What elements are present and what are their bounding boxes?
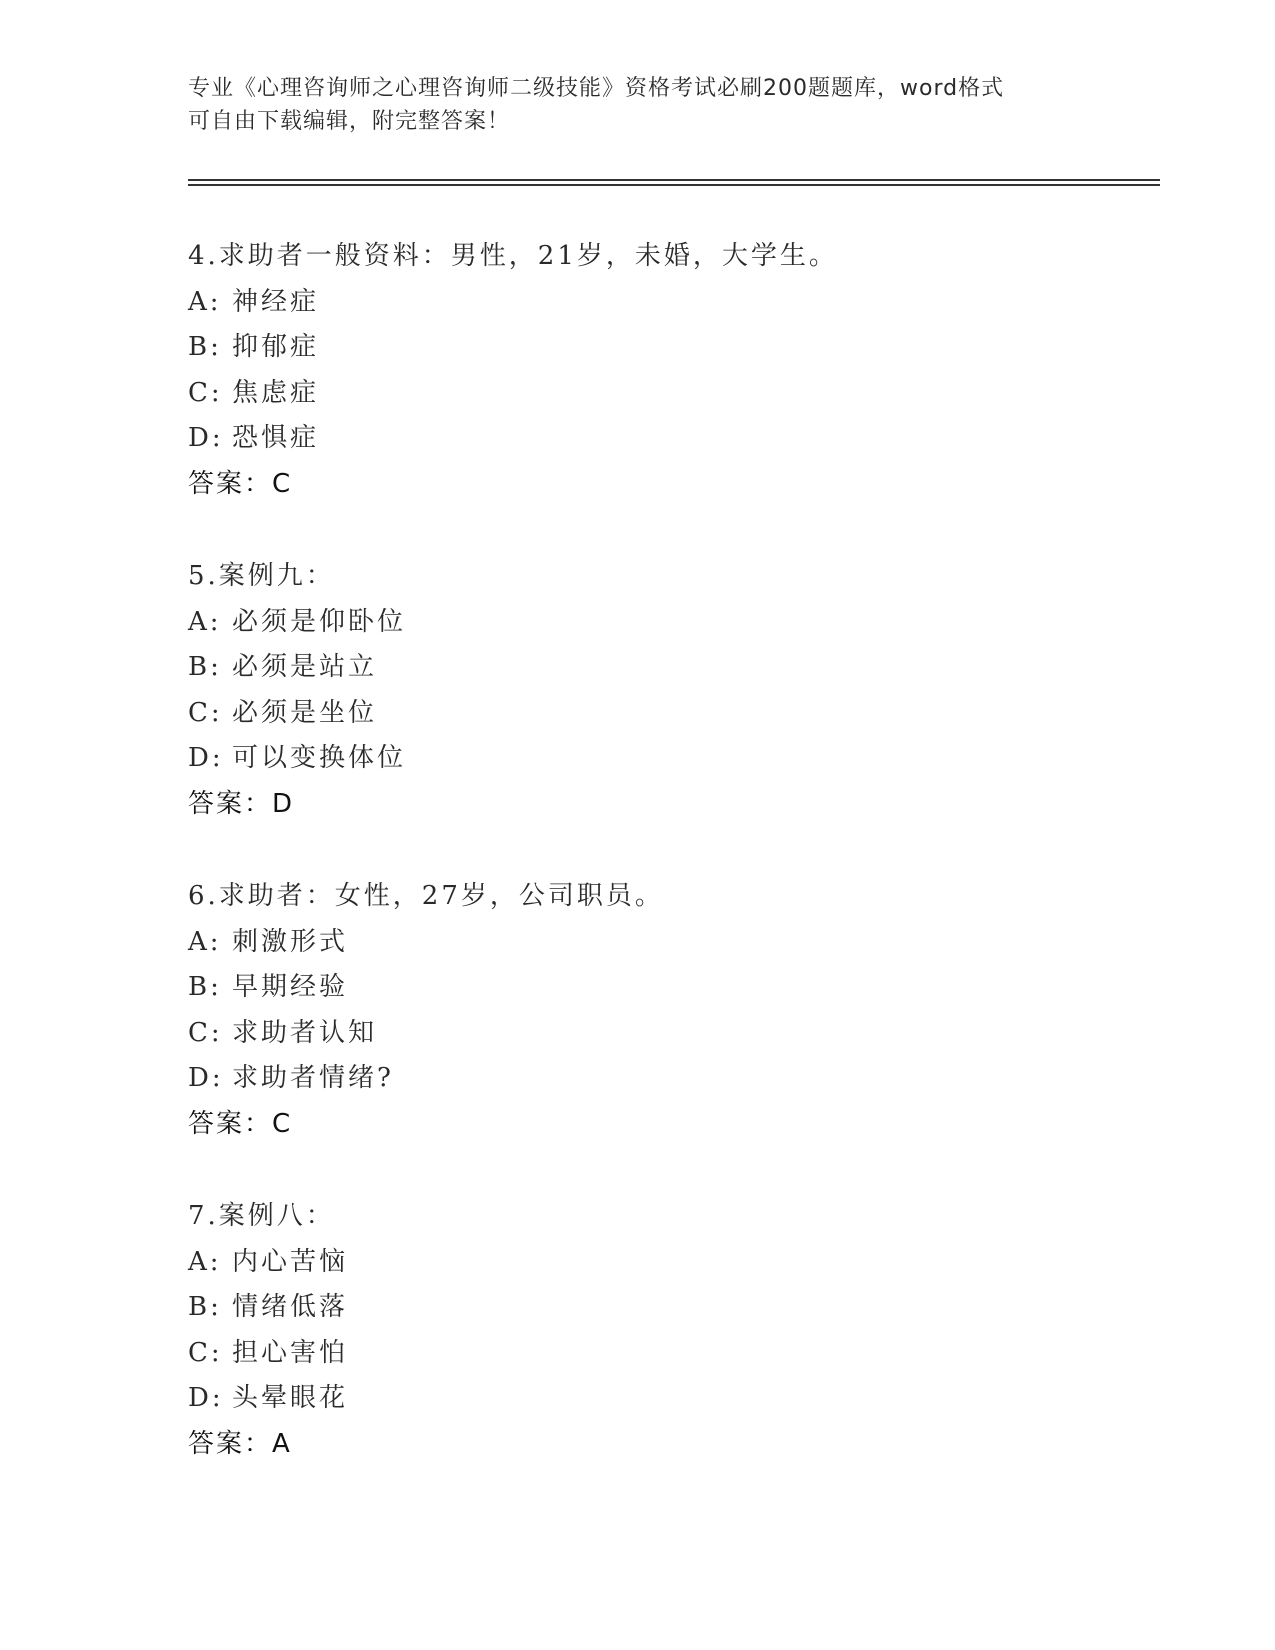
- option-text: 求助者认知: [232, 1017, 378, 1048]
- option-letter: C:: [188, 1337, 223, 1368]
- option-letter: B:: [188, 1292, 222, 1322]
- option-text: 担心害怕: [232, 1337, 349, 1368]
- option-c: [188, 691, 1088, 737]
- option-letter: A:: [188, 286, 222, 317]
- option-letter: A:: [188, 926, 222, 957]
- option-b: [188, 965, 1088, 1011]
- option-text: 早期经验: [232, 972, 349, 1002]
- option-letter: D:: [188, 1383, 224, 1413]
- option-text: 内心苦恼: [232, 1246, 349, 1277]
- option-c: [188, 371, 1088, 417]
- option-a: [188, 920, 1088, 966]
- option-letter: B:: [188, 652, 222, 682]
- option-text: 可以变换体位: [232, 743, 407, 773]
- option-text: 情绪低落: [232, 1292, 349, 1322]
- option-b: [188, 1285, 1088, 1331]
- answer-line: 答案：C: [188, 1108, 293, 1139]
- option-text: 抑郁症: [232, 332, 320, 362]
- option-b: [188, 325, 1088, 371]
- header-title-line-2: 可自由下载编辑，附完整答案！: [188, 109, 511, 134]
- option-letter: C:: [188, 1017, 223, 1048]
- option-b: [188, 645, 1088, 691]
- header-title-line-1: 专业《心理咨询师之心理咨询师二级技能》资格考试必刷200题题库，word格式: [188, 76, 1005, 101]
- document-header: [188, 72, 1088, 138]
- question-block-7: [188, 1194, 1088, 1467]
- option-text: 神经症: [232, 286, 320, 317]
- option-letter: C:: [188, 377, 223, 408]
- header-divider-bottom: [188, 184, 1160, 186]
- option-letter: D:: [188, 743, 224, 773]
- question-block-5: [188, 554, 1088, 827]
- option-letter: B:: [188, 972, 222, 1002]
- option-a: [188, 280, 1088, 326]
- option-letter: A:: [188, 1246, 222, 1277]
- question-block-4: [188, 234, 1088, 507]
- option-d: [188, 1376, 1088, 1422]
- option-c: [188, 1011, 1088, 1057]
- answer-line: 答案：A: [188, 1428, 292, 1459]
- question-stem: 6.求助者：女性，27岁，公司职员。: [188, 881, 664, 911]
- option-text: 求助者情绪?: [232, 1063, 394, 1093]
- option-letter: D:: [188, 1063, 224, 1093]
- option-d: [188, 1056, 1088, 1102]
- option-letter: A:: [188, 606, 222, 637]
- option-letter: B:: [188, 332, 222, 362]
- option-letter: D:: [188, 423, 224, 453]
- option-text: 必须是坐位: [232, 697, 378, 728]
- option-text: 刺激形式: [232, 926, 349, 957]
- option-text: 焦虑症: [232, 377, 320, 408]
- answer-line: 答案：D: [188, 788, 295, 819]
- option-d: [188, 736, 1088, 782]
- question-block-6: [188, 874, 1088, 1147]
- option-c: [188, 1331, 1088, 1377]
- option-a: [188, 600, 1088, 646]
- option-text: 恐惧症: [232, 423, 320, 453]
- option-text: 必须是仰卧位: [232, 606, 407, 637]
- option-a: [188, 1240, 1088, 1286]
- question-stem: 7.案例八：: [188, 1201, 335, 1231]
- question-stem: 5.案例九：: [188, 561, 335, 591]
- option-letter: C:: [188, 697, 223, 728]
- option-d: [188, 416, 1088, 462]
- answer-line: 答案：C: [188, 468, 293, 499]
- option-text: 头晕眼花: [232, 1383, 349, 1413]
- question-stem: 4.求助者一般资料：男性，21岁，未婚，大学生。: [188, 241, 838, 271]
- header-divider-top: [188, 179, 1160, 181]
- option-text: 必须是站立: [232, 652, 378, 682]
